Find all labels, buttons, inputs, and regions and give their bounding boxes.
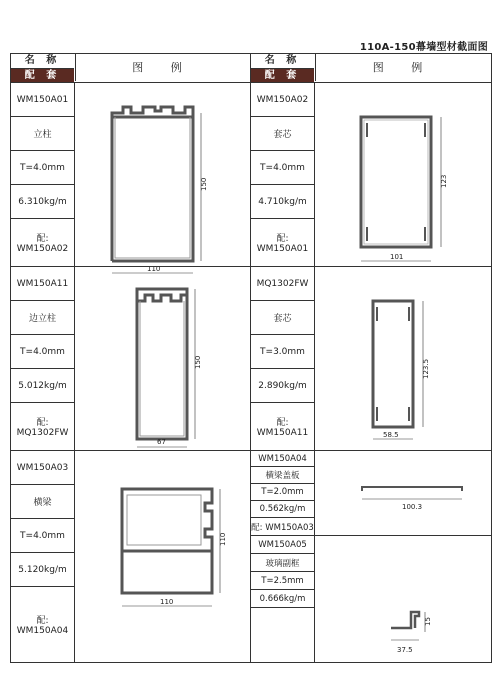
- dim-height: 150: [200, 177, 208, 191]
- dim-height: 150: [194, 355, 202, 369]
- profile-thickness: T=4.0mm: [20, 346, 65, 357]
- dim-width: 58.5: [383, 431, 399, 439]
- dim-width: 100.3: [402, 503, 423, 511]
- profile-weight: 5.012kg/m: [18, 380, 67, 391]
- profile-match: 配: MQ1302FW: [16, 418, 69, 438]
- profile-drawing-wm150a04: [315, 451, 491, 535]
- right-column: [251, 54, 491, 662]
- figure-header: 图 例: [315, 54, 491, 81]
- profile-thickness: T=2.0mm: [261, 487, 304, 497]
- dim-width: 101: [390, 253, 404, 261]
- match-label: 配 套: [251, 69, 314, 82]
- dim-height: 15: [424, 617, 432, 626]
- profile-drawing-wm150a02: [315, 83, 491, 266]
- dim-height: 123.5: [422, 358, 430, 379]
- profile-weight: 0.666kg/m: [259, 593, 306, 604]
- profile-code: WM150A01: [16, 94, 69, 105]
- name-label: 名 称: [11, 54, 74, 69]
- profile-code: WM150A11: [16, 278, 69, 289]
- profile-code: WM150A04: [258, 453, 307, 464]
- profile-name: 套芯: [273, 130, 292, 140]
- profile-name: 横梁: [33, 498, 52, 508]
- dim-width: 67: [157, 438, 166, 446]
- profile-name: 边立柱: [28, 314, 56, 324]
- left-column: [11, 54, 251, 662]
- profile-code: WM150A03: [16, 462, 69, 473]
- profile-code: MQ1302FW: [256, 278, 309, 289]
- profile-name: 套芯: [273, 314, 292, 324]
- match-label: 配 套: [11, 69, 74, 82]
- name-header: [11, 54, 74, 82]
- name-label: 名 称: [251, 54, 314, 69]
- profile-code: WM150A05: [258, 539, 307, 550]
- dim-height: 123: [440, 174, 448, 188]
- profile-weight: 2.890kg/m: [258, 380, 307, 391]
- dim-width: 37.5: [397, 646, 413, 654]
- profile-match: 配: WM150A01: [256, 234, 309, 254]
- profile-match: 配: WM150A11: [256, 418, 309, 438]
- profile-thickness: T=2.5mm: [261, 575, 304, 586]
- profile-sheet: [10, 53, 492, 663]
- profile-thickness: T=4.0mm: [20, 162, 65, 173]
- name-header: [251, 54, 314, 82]
- profile-weight: 4.710kg/m: [258, 196, 307, 207]
- dim-width: 110: [160, 598, 174, 606]
- profile-thickness: T=4.0mm: [260, 162, 305, 173]
- page-title: 110A-150幕墙型材截面图: [359, 42, 488, 53]
- profile-name: 玻璃副框: [265, 558, 300, 569]
- profile-match: 配: WM150A04: [16, 616, 69, 636]
- profile-match: 配: WM150A02: [16, 234, 69, 254]
- dim-height: 110: [219, 532, 227, 546]
- profile-drawing-wm150a05: [315, 536, 491, 662]
- dim-width: 110: [147, 265, 161, 273]
- profile-weight: 5.120kg/m: [18, 564, 67, 575]
- profile-thickness: T=3.0mm: [260, 346, 305, 357]
- profile-weight: 6.310kg/m: [18, 196, 67, 207]
- profile-drawing-wm150a11: [75, 267, 251, 450]
- profile-code: WM150A02: [256, 94, 309, 105]
- profile-name: 立柱: [33, 130, 52, 140]
- profile-match: 配: WM150A03: [251, 522, 314, 533]
- figure-header: 图 例: [75, 54, 250, 81]
- profile-weight: 0.562kg/m: [259, 504, 306, 514]
- profile-drawing-wm150a01: [75, 83, 251, 273]
- profile-drawing-mq1302fw: [315, 267, 491, 450]
- profile-name: 横梁盖板: [265, 471, 300, 481]
- profile-drawing-wm150a03: [75, 451, 251, 662]
- profile-thickness: T=4.0mm: [20, 530, 65, 541]
- divider: [251, 607, 314, 608]
